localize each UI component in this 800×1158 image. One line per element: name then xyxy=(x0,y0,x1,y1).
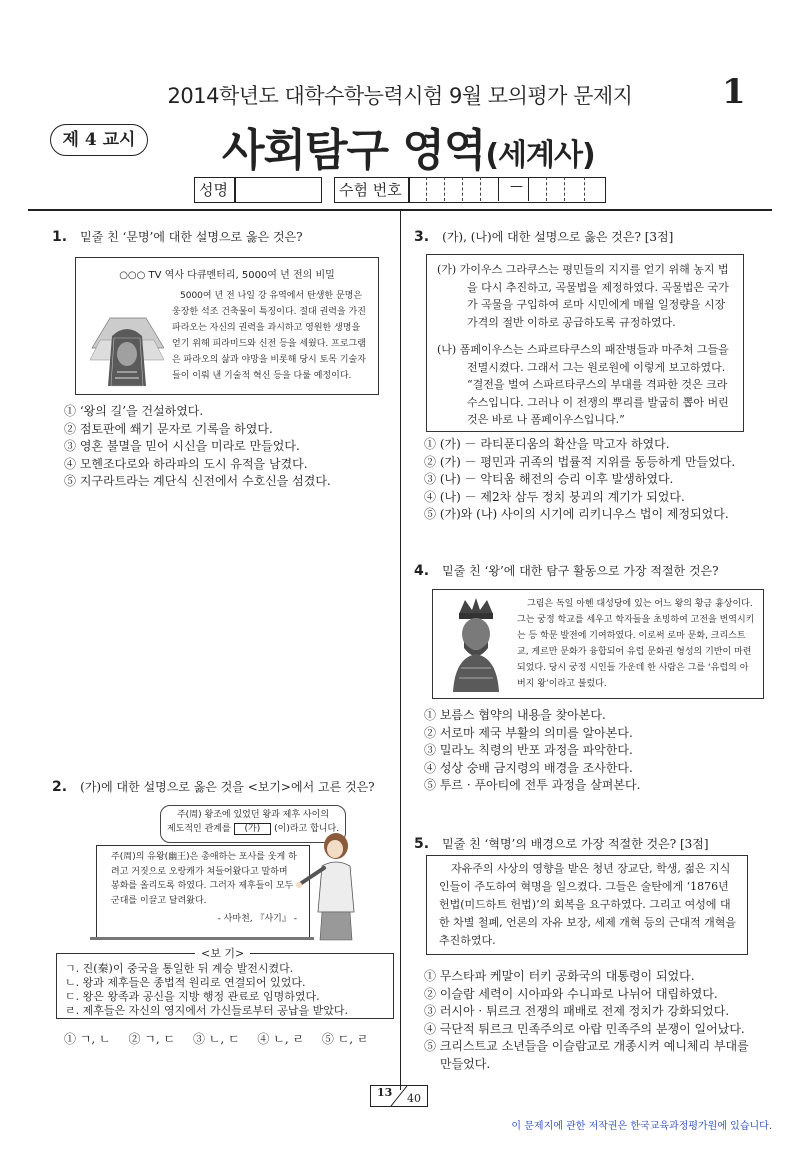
bubble-text: (이)라고 합니다. xyxy=(274,824,340,834)
question-number: 1. xyxy=(52,229,68,245)
answer-2[interactable]: ② ㄱ, ㄷ xyxy=(128,1032,176,1046)
teacher-illustration xyxy=(296,832,366,944)
name-label: 성명 xyxy=(194,177,236,203)
source-box xyxy=(432,589,764,699)
bogi-item-ga: ㄱ. 진(秦)이 중국을 통일한 뒤 계승 발전시켰다. xyxy=(65,962,294,975)
choice-2[interactable]: ② 서로마 제국 부활의 의미를 알아본다. xyxy=(424,725,633,740)
bogi-title: <보 기> xyxy=(195,945,250,961)
bogi-box xyxy=(56,947,394,1019)
question-number: 4. xyxy=(414,563,430,579)
charlemagne-bust-image xyxy=(445,596,507,692)
choice-3[interactable]: ③ 영혼 불멸을 믿어 시신을 미라로 만들었다. xyxy=(64,439,300,453)
box-body: 자유주의 사상의 영향을 받은 청년 장교단, 학생, 젊은 지식인들이 주도하여 혁명을 일으켰다. 그들은 술탄에게 ‘1876년 헌법(미드하트 헌법)’의 회복을 요구하였다. 그리고 여성에 대한 차별 철폐, 언론의 자유 보장, 세제 개혁 등의 근대적 개혁을 추진하였다. xyxy=(439,862,736,947)
question-stem: (가)에 대한 설명으로 옳은 것을 <보기>에서 고른 것은? xyxy=(80,780,375,794)
choice-3[interactable]: ③ 러시아 · 튀르크 전쟁의 패배로 전제 정치가 강화되었다. xyxy=(424,1004,730,1018)
choice-4[interactable]: ④ (나) － 제2차 삼두 정치 붕괴의 계기가 되었다. xyxy=(424,489,685,504)
question-1 xyxy=(52,226,392,245)
question-stem: (가), (나)에 대한 설명으로 옳은 것은? [3점] xyxy=(442,230,674,244)
digit-divider xyxy=(528,177,529,201)
bubble-text: 제도적인 관계를 xyxy=(166,824,231,834)
box-body: 그림은 독일 아헨 대성당에 있는 어느 왕의 황금 흉상이다. 그는 궁정 학교를 세우고 학자들을 초빙하여 고전을 번역시키는 등 학문 발전에 기여하였다. 이로써 로마 문화, 크리스트교, 게르만 문화가 융합되어 유럽 문화권 형성의 기반이 마련되었다. 당시 궁정 시인들 가운데 한 사람은 그를 ‘유럽의 아버지 왕’이라고 불렀다. xyxy=(517,599,755,689)
source-na: (나) 폼페이우스는 스파르타쿠스의 패잔병들과 마주쳐 그들을 전멸시켰다. 그래서 그는 원로원에 이렇게 보고하였다. “결전을 벌여 스파르타쿠스의 부대를 격파한 것은 크라수스입니다. 그러나 이 전쟁의 뿌리를 발굽히 뽑아 버린 것은 바로 나 폼페이우스입니다.” xyxy=(437,343,729,426)
bogi-list xyxy=(65,962,389,1018)
digit-divider xyxy=(564,177,565,201)
exam-no-dash: — xyxy=(510,179,523,194)
choice-3[interactable]: ③ 밀라노 칙령의 반포 과정을 파악한다. xyxy=(424,743,633,757)
box-body: 5000여 년 전 나일 강 유역에서 탄생한 문명은 웅장한 석조 건축물이 특징이다. 절대 권력을 가진 파라오는 자신의 권력을 과시하고 영원한 생명을 얻기 위해 피라미드와 신전 등을 세웠다. 프로그램은 파라오의 삶과 야망을 비롯해 당시 토목 기술자들이 이뤄 낸 기술적 혁신 등을 다룰 예정이다. xyxy=(172,291,366,381)
bogi-item-da: ㄷ. 왕은 왕족과 공신을 지방 행정 관료로 임명하였다. xyxy=(65,990,320,1003)
column-divider xyxy=(400,210,401,1090)
digit-divider xyxy=(480,177,481,201)
q2-answers xyxy=(64,1030,394,1047)
choice-2[interactable]: ② 점토판에 쐐기 문자로 기록을 하였다. xyxy=(64,421,273,436)
name-field[interactable] xyxy=(234,177,322,203)
choice-5[interactable]: ⑤ 투르 · 푸아티에 전투 과정을 살펴본다. xyxy=(424,778,641,792)
choice-4[interactable]: ④ 성상 숭배 금지령의 배경을 조사한다. xyxy=(424,760,633,775)
digit-divider xyxy=(462,177,463,201)
choice-2[interactable]: ② (가) － 평민과 귀족의 법률적 지위를 동등하게 만들었다. xyxy=(424,454,736,469)
digit-divider xyxy=(426,177,427,201)
question-number: 2. xyxy=(52,779,68,795)
question-stem: 밑줄 친 ‘왕’에 대한 탐구 활동으로 가장 적절한 것은? xyxy=(442,564,719,578)
question-stem: 밑줄 친 ‘문명’에 대한 설명으로 옳은 것은? xyxy=(80,230,303,244)
answer-4[interactable]: ④ ㄴ, ㄹ xyxy=(257,1032,305,1046)
page-counter xyxy=(370,1085,428,1107)
choice-5[interactable]: ⑤ 지구라트라는 계단식 신전에서 수호신을 섬겼다. xyxy=(64,474,331,488)
copyright-notice: 이 문제지에 관한 저작권은 한국교육과정평가원에 있습니다. xyxy=(511,1121,772,1132)
answer-1[interactable]: ① ㄱ, ㄴ xyxy=(64,1032,111,1046)
q4-choices xyxy=(424,707,774,795)
subject-sub: (세계사) xyxy=(485,138,595,173)
bogi-item-na: ㄴ. 왕과 제후들은 종법적 원리로 연결되어 있었다. xyxy=(65,976,306,989)
question-5 xyxy=(414,833,774,852)
question-4 xyxy=(414,560,774,579)
choice-5[interactable]: ⑤ (가)와 (나) 사이의 시기에 리키니우스 법이 제정되었다. xyxy=(424,507,729,521)
page-badge: 1 xyxy=(722,72,746,112)
bubble-line-1: 주(周) 왕조에 있었던 왕과 제후 사이의 xyxy=(176,810,330,820)
question-number: 3. xyxy=(414,229,430,245)
question-number: 5. xyxy=(414,836,430,852)
digit-divider xyxy=(546,177,547,201)
board-source: - 사마천, 『사기』 - xyxy=(217,914,297,924)
choice-4[interactable]: ④ 극단적 튀르크 민족주의로 아랍 민족주의 분쟁이 일어났다. xyxy=(424,1021,745,1036)
page-total: 40 xyxy=(407,1092,421,1105)
question-stem: 밑줄 친 ‘혁명’의 배경으로 가장 적절한 것은? [3점] xyxy=(442,837,709,851)
pharaoh-mask-image xyxy=(90,288,164,388)
choice-5[interactable]: ⑤ 크리스트교 소년들을 이슬람교로 개종시켜 예니체리 부대를 xyxy=(424,1039,749,1053)
exam-no-label: 수험 번호 xyxy=(334,177,410,203)
source-box xyxy=(426,254,744,432)
choice-1[interactable]: ① (가) － 라티푼디움의 확산을 막고자 하였다. xyxy=(424,437,670,451)
bogi-item-ra: ㄹ. 제후들은 자신의 영지에서 가신들로부터 공납을 받았다. xyxy=(65,1004,348,1017)
choice-2[interactable]: ② 이슬람 세력이 시아파와 수니파로 나뉘어 대립하였다. xyxy=(424,986,718,1001)
exam-no-field[interactable] xyxy=(408,177,606,203)
digit-divider xyxy=(444,177,445,201)
source-box xyxy=(75,257,379,395)
question-3 xyxy=(414,226,774,245)
question-2 xyxy=(52,776,392,795)
box-title: ○○○ TV 역사 다큐멘터리, 5000여 년 전의 비밀 xyxy=(119,270,335,281)
source-ga: (가) 가이우스 그라쿠스는 평민들의 지지를 얻기 위해 농지 법을 다시 추진하고, 곡물법을 제정하였다. 곡물법은 국가가 곡물을 구입하여 로마 시민에게 매월 일정량을 시장 가격의 절반 이하로 공급하도록 규정하였다. xyxy=(437,263,729,329)
period-badge: 제 4 교시 xyxy=(50,124,148,156)
chalkboard xyxy=(96,845,310,939)
answer-3[interactable]: ③ ㄴ, ㄷ xyxy=(192,1032,240,1046)
digit-divider xyxy=(584,177,585,201)
chalk-ledge xyxy=(90,937,314,940)
choice-1[interactable]: ① 무스타파 케말이 터키 공화국의 대통령이 되었다. xyxy=(424,969,695,983)
choice-4[interactable]: ④ 모헨조다로와 하라파의 도시 유적을 남겼다. xyxy=(64,456,308,471)
digit-divider xyxy=(498,177,499,201)
choice-1[interactable]: ① 보름스 협약의 내용을 찾아본다. xyxy=(424,708,606,722)
answer-5[interactable]: ⑤ ㄷ, ㄹ xyxy=(321,1032,369,1046)
board-text: 주(周)의 유왕(幽王)은 총애하는 포사를 웃게 하려고 거짓으로 오랑캐가 쳐들어왔다고 말하며 봉화를 올리도록 하였다. 그러자 제후들이 모두 군대를 이끌고 달려왔다. xyxy=(111,852,297,906)
blank-ga: (가) xyxy=(234,823,272,835)
subject-title xyxy=(222,114,595,178)
subject-main: 사회탐구 영역 xyxy=(222,125,486,176)
q5-choices xyxy=(424,968,774,1073)
page-current: 13 xyxy=(377,1086,393,1099)
q1-choices xyxy=(64,403,394,491)
exam-title: 2014학년도 대학수학능력시험 9월 모의평가 문제지 xyxy=(167,84,633,108)
choice-1[interactable]: ① ‘왕의 길’을 건설하였다. xyxy=(64,404,204,418)
choice-5-cont: 만들었다. xyxy=(440,1056,491,1071)
q3-choices xyxy=(424,436,774,524)
source-box xyxy=(426,855,748,955)
choice-3[interactable]: ③ (나) － 악티움 해전의 승리 이후 발생하였다. xyxy=(424,472,674,486)
